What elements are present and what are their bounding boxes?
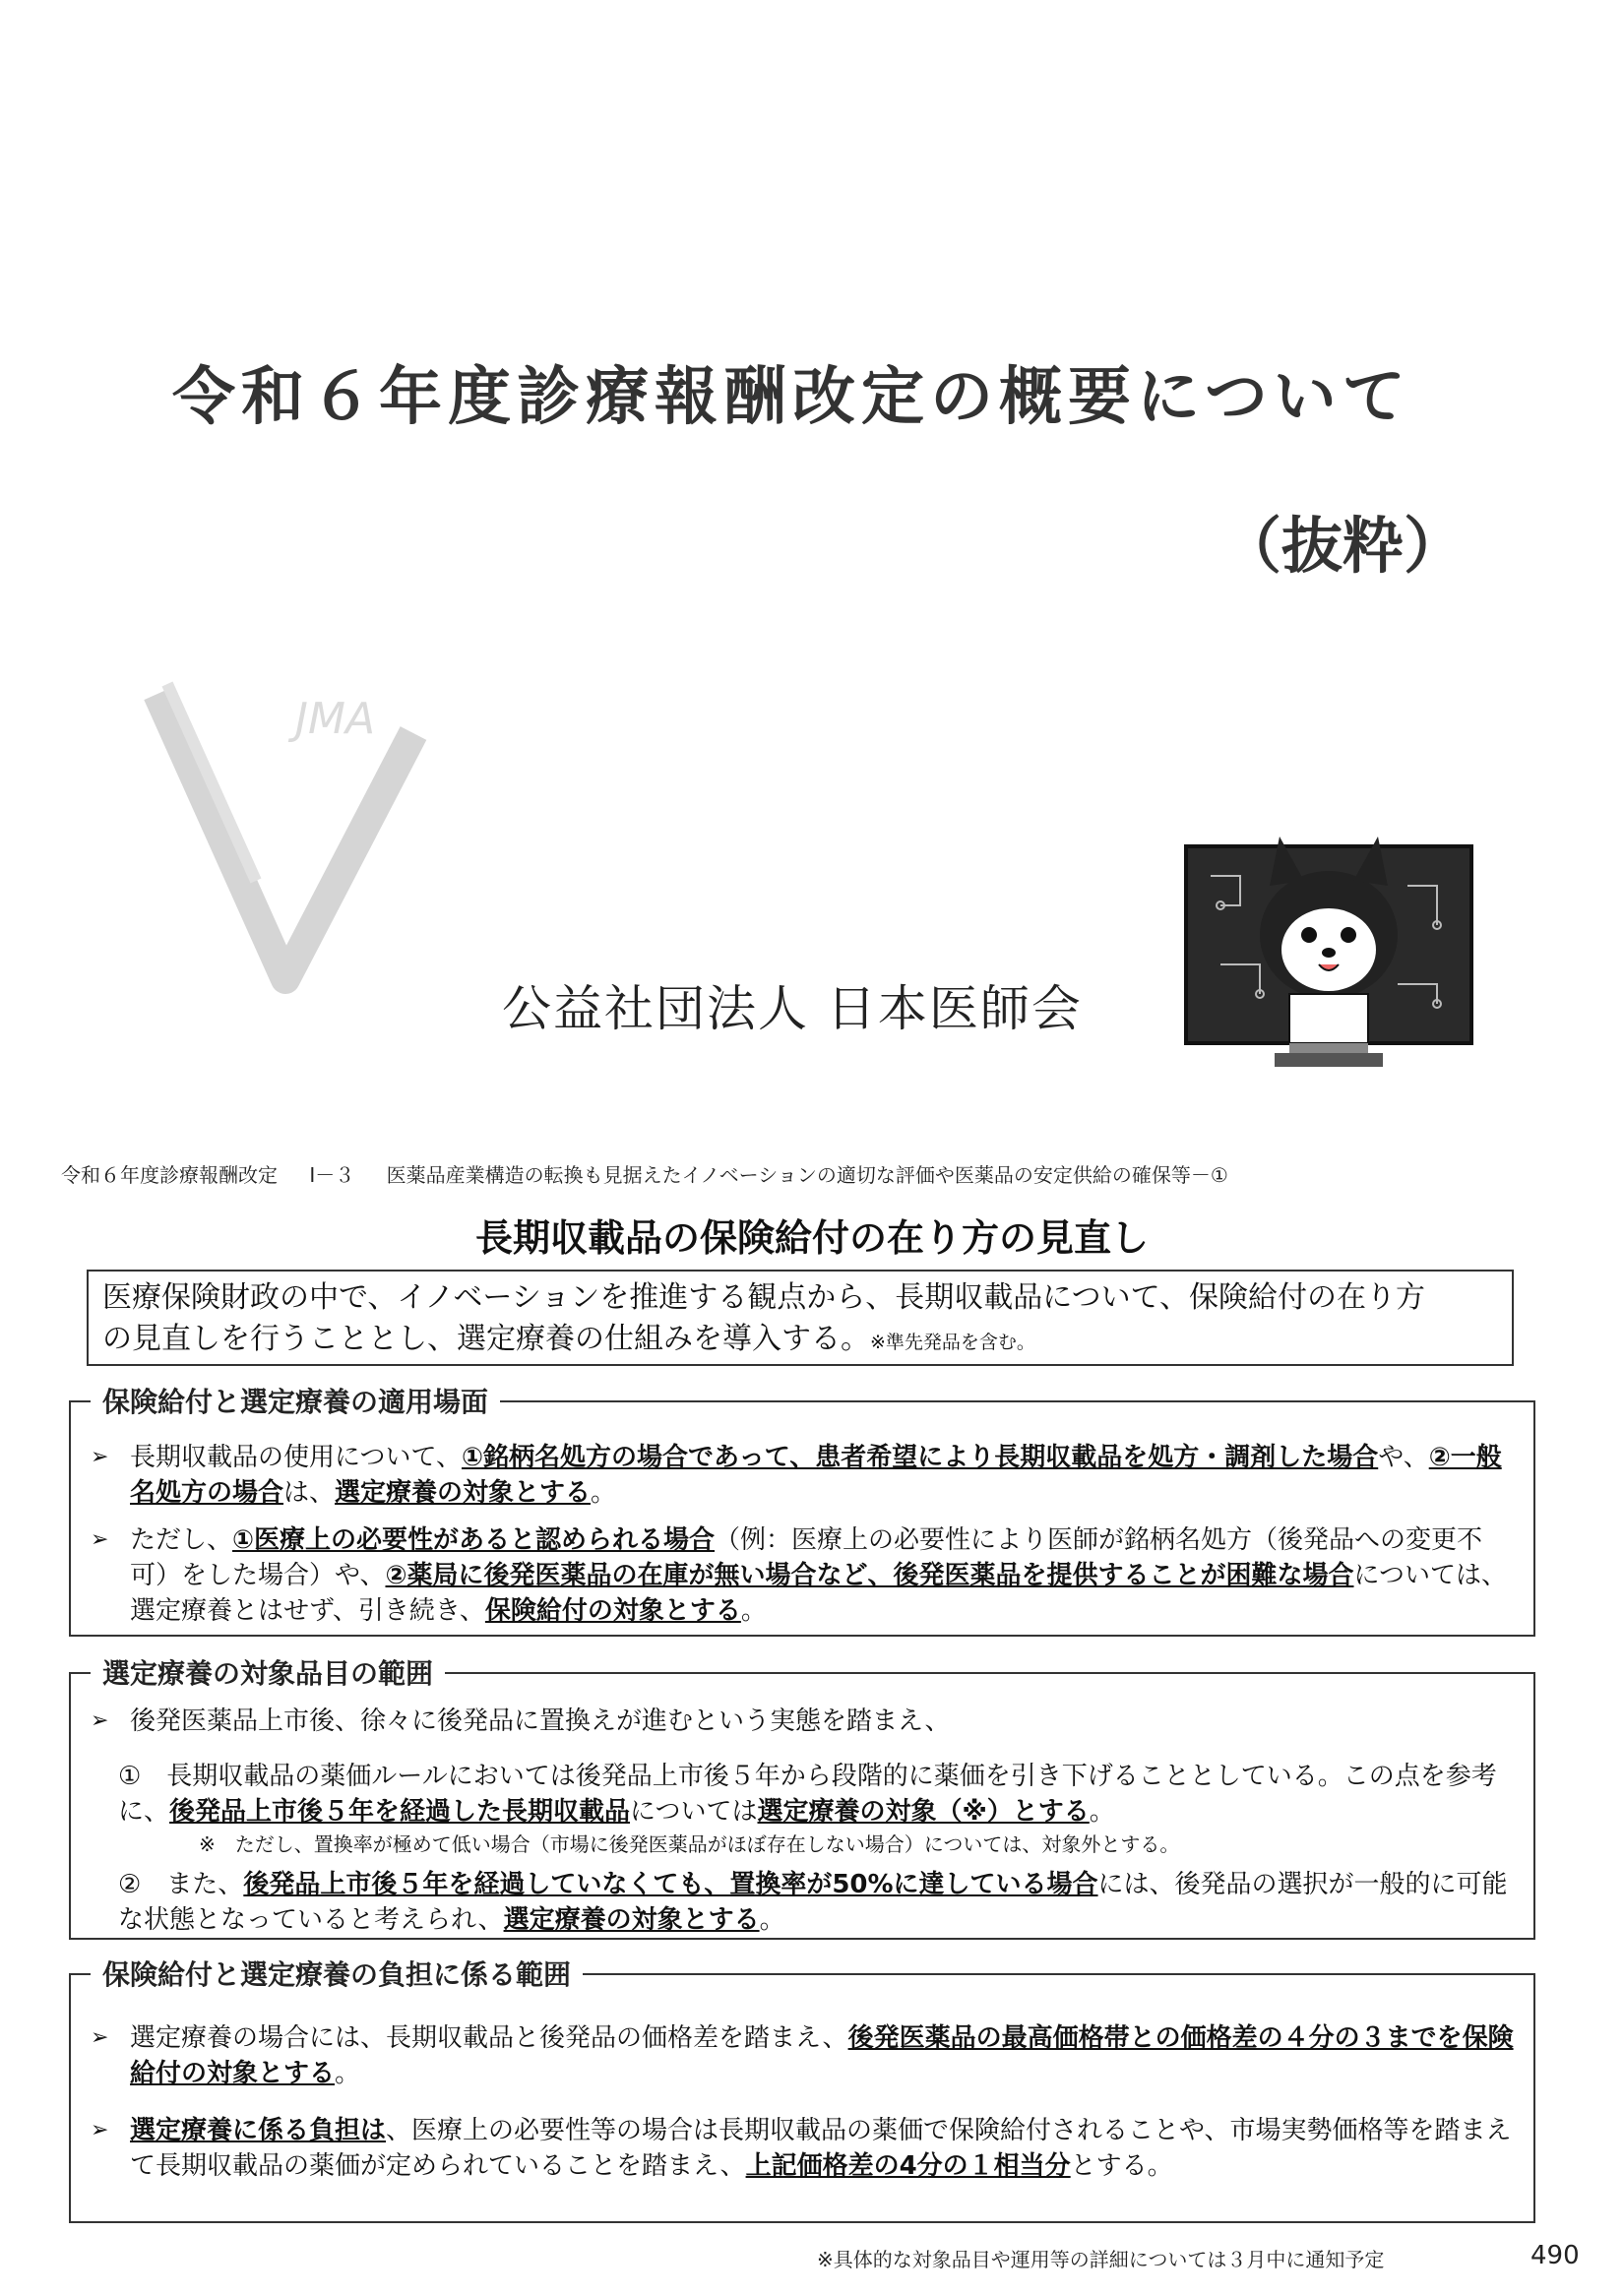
section-target-scope-label: 選定療養の対象品目の範囲	[91, 1652, 445, 1692]
slide-title: 長期収載品の保険給付の在り方の見直し	[474, 1216, 1149, 1260]
footnote: ※具体的な対象品目や運用等の詳細については３月中に通知予定	[817, 2248, 1385, 2271]
section-target-scope-item-2: ② また、後発品上市後５年を経過していなくても、置換率が50%に達している場合には、後発品の選択が一般的に可能な状態となっていると考えられ、選定療養の対象とする。	[118, 1870, 1508, 1935]
summary-line-2	[102, 1319, 1498, 1363]
section-target-scope	[69, 1657, 1535, 1940]
organization-name: 公益社団法人 日本医師会	[502, 980, 1083, 1037]
section-application-label: 保険給付と選定療養の適用場面	[91, 1381, 500, 1420]
section-application	[69, 1386, 1535, 1637]
slide-header-code: Ⅰ－３	[309, 1163, 355, 1187]
section-target-scope-item-1: ① 長期収載品の薬価ルールにおいては後発品上市後５年から段階的に薬価を引き下げることとしている。この点を参考に、後発品上市後５年を経過した長期収載品については選定療養の対象（※）とする。	[118, 1762, 1497, 1827]
section-application-bullet-2: ➢ ただし、①医療上の必要性があると認められる場合（例：医療上の必要性により医師が銘柄名処方（後発品への変更不可）をした場合）や、②薬局に後発医薬品の在庫が無い場合など、後発医薬品を提供することが困難な場合については、選定療養とはせず、引き続き、保険給付の対象とする。	[91, 1522, 1518, 1629]
mascot-illustration	[1181, 827, 1476, 1083]
section-burden-scope-label: 保険給付と選定療養の負担に係る範囲	[91, 1954, 583, 1993]
jma-logo-text: JMA	[295, 694, 376, 744]
summary-note: ※準先発品を含む。	[870, 1332, 1035, 1353]
slide-header-revision: 令和６年度診療報酬改定	[61, 1163, 278, 1187]
arrow-bullet-icon: ➢	[91, 1445, 109, 1469]
summary-box	[87, 1270, 1514, 1366]
summary-line-2-text: の見直しを行うこととし、選定療養の仕組みを導入する。	[102, 1322, 870, 1356]
section-target-scope-note: ※ ただし、置換率が極めて低い場合（市場に後発医薬品がほぼ存在しない場合）については、対象外とする。	[199, 1832, 1180, 1856]
arrow-bullet-icon: ➢	[91, 1708, 109, 1733]
arrow-bullet-icon: ➢	[91, 2025, 109, 2050]
section-burden-scope-bullet-2: ➢ 選定療養に係る負担は、医療上の必要性等の場合は長期収載品の薬価で保険給付されることや、市場実勢価格等を踏まえて長期収載品の薬価が定められていることを踏まえ、上記価格差の4分の１相当分とする。	[91, 2113, 1518, 2184]
page-number: 490	[1530, 2241, 1580, 2270]
summary-line-1: 医療保険財政の中で、イノベーションを推進する観点から、長期収載品について、保険給付の在り方	[102, 1280, 1425, 1315]
cover-subtitle: （抜粋）	[1220, 510, 1466, 582]
slide-header-topic: 医薬品産業構造の転換も見据えたイノベーションの適切な評価や医薬品の安定供給の確保等－①	[386, 1163, 1228, 1187]
arrow-bullet-icon: ➢	[91, 1527, 109, 1552]
section-target-scope-bullet-1: ➢ 後発医薬品上市後、徐々に後発品に置換えが進むという実態を踏まえ、	[91, 1704, 1518, 1739]
section-application-bullet-1: ➢ 長期収載品の使用について、①銘柄名処方の場合であって、患者希望により長期収載品を処方・調剤した場合や、②一般名処方の場合は、選定療養の対象とする。	[91, 1440, 1518, 1511]
cover-title: 令和６年度診療報酬改定の概要について	[172, 361, 1411, 434]
slide-header	[61, 1159, 1254, 1188]
arrow-bullet-icon: ➢	[91, 2118, 109, 2142]
section-burden-scope-bullet-1: ➢ 選定療養の場合には、長期収載品と後発品の価格差を踏まえ、後発医薬品の最高価格帯との価格差の４分の３までを保険給付の対象とする。	[91, 2020, 1518, 2091]
jma-logo	[138, 654, 433, 1028]
section-burden-scope	[69, 1958, 1535, 2223]
